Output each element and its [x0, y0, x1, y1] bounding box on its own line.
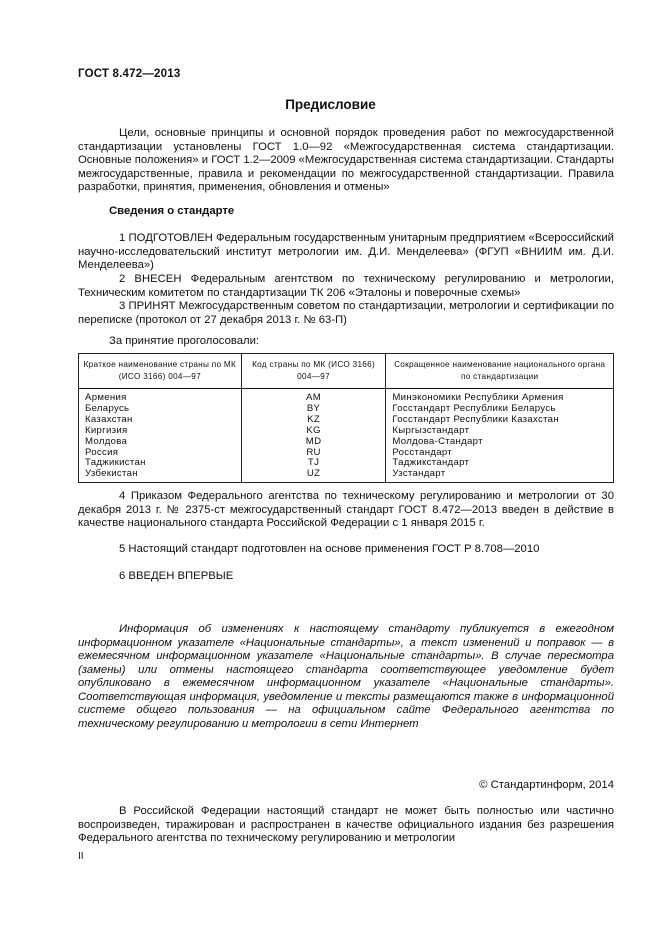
document-id-header: ГОСТ 8.472—2013: [78, 68, 181, 80]
item-1-lead: ПОДГОТОВЛЕН: [128, 232, 213, 244]
country-name: Беларусь: [79, 404, 242, 415]
country-name: Узбекистан: [79, 469, 242, 482]
item-2-text: Федеральным агентством по техническому регулированию и метрологии, Техническим комитетом по стандартизации ТК 206 «Эталоны и поверочные схемы»: [78, 273, 614, 299]
country-name: Таджикистан: [79, 458, 242, 469]
item-2: [78, 273, 614, 300]
info-heading: Сведения о стандарте: [109, 205, 235, 217]
amendments-notice: Информация об изменениях к настоящему стандарту публикуется в ежегодном информационном указателе «Национальные стандарты», а текст изменений и поправок — в ежемесячном информационном указателе «Национальные стандарты». В случае пересмотра (замены) или отмены настоящего стандарта соответствующее уведомление будет опубликовано в ежемесячном информационном указателе «Национальные стандарты». Соответствующая информация, уведомление и тексты размещаются также в информационной системе общего пользования — на официальном сайте Федерального агентства по техническому регулированию и метрологии в сети Интернет: [78, 623, 614, 730]
table-row: [79, 415, 614, 426]
rights-notice: В Российской Федерации настоящий стандарт не может быть полностью или частично воспроизведен, тиражирован и распространен в качестве официального издания без разрешения Федерального агентства по техническому регулированию и метрологии: [78, 805, 614, 844]
standards-body: Минэкономики Республики Армения: [386, 389, 614, 404]
standards-body: Молдова-Стандарт: [386, 437, 614, 448]
country-code: UZ: [241, 469, 386, 482]
column-header-code: Код страны по МК (ИСО 3166) 004—97: [241, 354, 386, 389]
voting-countries-table: [78, 353, 614, 483]
voted-label: За принятие проголосовали:: [109, 335, 260, 347]
country-name: Киргизия: [79, 426, 242, 437]
item-3-num: 3: [119, 300, 126, 312]
standards-body: Узстандарт: [386, 469, 614, 482]
item-1-num: 1: [119, 232, 126, 244]
table-row: [79, 426, 614, 437]
column-header-body: Сокращенное наименование национального органа по стандартизации: [386, 354, 614, 389]
item-5: 5 Настоящий стандарт подготовлен на основе применения ГОСТ Р 8.708—2010: [119, 543, 540, 555]
country-code: KG: [241, 426, 386, 437]
page-title: Предисловие: [285, 97, 376, 112]
standards-body: Росстандарт: [386, 448, 614, 459]
table-row: [79, 469, 614, 482]
standards-body: Госстандарт Республики Казахстан: [386, 415, 614, 426]
country-name: Молдова: [79, 437, 242, 448]
country-name: Армения: [79, 389, 242, 404]
country-code: MD: [241, 437, 386, 448]
table-row: [79, 389, 614, 404]
item-4: 4 Приказом Федерального агентства по техническому регулированию и метрологии от 30 декабря 2013 г. № 2375-ст межгосударственный стандарт ГОСТ 8.472—2013 введен в действие в качестве национального стандарта Российской Федерации с 1 января 2015 г.: [78, 490, 614, 529]
country-code: TJ: [241, 458, 386, 469]
country-name: Казахстан: [79, 415, 242, 426]
standards-body: Таджикстандарт: [386, 458, 614, 469]
page-number: II: [78, 851, 84, 862]
table-row: [79, 448, 614, 459]
country-name: Россия: [79, 448, 242, 459]
item-6: 6 ВВЕДЕН ВПЕРВЫЕ: [119, 570, 234, 582]
country-code: KZ: [241, 415, 386, 426]
item-3: [78, 300, 614, 327]
country-code: RU: [241, 448, 386, 459]
country-code: AM: [241, 389, 386, 404]
copyright: © Стандартинформ, 2014: [479, 779, 614, 791]
table-row: [79, 458, 614, 469]
item-3-text: Межгосударственным советом по стандартизации, метрологии и сертификации по переписке (протокол от 27 декабря 2013 г. № 63-П): [78, 300, 615, 326]
country-code: BY: [241, 404, 386, 415]
table-header-row: [79, 354, 614, 389]
item-3-lead: ПРИНЯТ: [128, 300, 176, 312]
item-1-text: Федеральным государственным унитарным предприятием «Всероссийский научно-исследовательский институт метрологии им. Д.И. Менделеева» (ФГУП «ВНИИМ им. Д.И. Менделеева»): [78, 232, 614, 271]
item-2-num: 2: [119, 273, 126, 285]
table-row: [79, 437, 614, 448]
standards-body: Кыргызстандарт: [386, 426, 614, 437]
item-1: [78, 232, 614, 273]
standards-body: Госстандарт Республики Беларусь: [386, 404, 614, 415]
item-2-lead: ВНЕСЕН: [134, 273, 182, 285]
intro-paragraph: Цели, основные принципы и основной порядок проведения работ по межгосударственной стандартизации установлены ГОСТ 1.0—92 «Межгосударственная система стандартизации. Основные положения» и ГОСТ 1.2—2009 «Межгосударственная система стандартизации. Стандарты межгосударственные, правила и рекомендации по межгосударственной стандартизации. Правила разработки, принятия, применения, обновления и отмены»: [78, 127, 614, 193]
column-header-country: Краткое наименование страны по МК (ИСО 3166) 004—97: [79, 354, 242, 389]
